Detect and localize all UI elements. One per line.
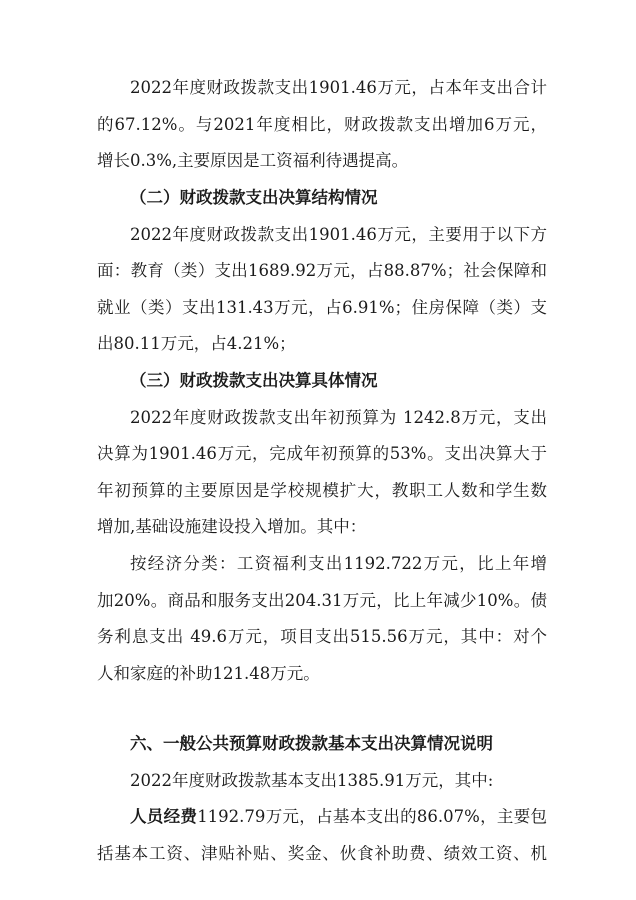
paragraph-4-line-3: 务利息支出 49.6万元，项目支出515.56万元，其中：对个 — [97, 627, 547, 646]
paragraph-1-line-2: 的67.12%。与2021年度相比，财政拨款支出增加6万元， — [97, 115, 547, 134]
paragraph-4-line-1: 按经济分类：工资福利支出1192.722万元，比上年增 — [130, 554, 547, 573]
section-2-heading: （二）财政拨款支出决算结构情况 — [130, 188, 378, 207]
paragraph-2-line-2: 面：教育（类）支出1689.92万元，占88.87%；社会保障和 — [97, 261, 547, 280]
paragraph-3-line-1: 2022年度财政拨款支出年初预算为 1242.8万元，支出 — [130, 408, 547, 427]
personnel-expense-text: 1192.79万元，占基本支出的86.07%，主要包 — [197, 807, 547, 826]
paragraph-3-line-2: 决算为1901.46万元，完成年初预算的53%。支出决算大于 — [97, 444, 547, 463]
personnel-expense-label: 人员经费 — [130, 807, 198, 826]
paragraph-5-line-3: 括基本工资、津贴补贴、奖金、伙食补助费、绩效工资、机 — [97, 844, 547, 863]
paragraph-2-line-1: 2022年度财政拨款支出1901.46万元，主要用于以下方 — [130, 225, 547, 244]
paragraph-5-line-1: 2022年度财政拨款基本支出1385.91万元，其中: — [130, 771, 494, 790]
paragraph-3-line-4: 增加,基础设施建设投入增加。其中： — [97, 517, 367, 536]
paragraph-2-line-3: 就业（类）支出131.43万元，占6.91%；住房保障（类）支 — [97, 298, 547, 317]
paragraph-4-line-2: 加20%。商品和服务支出204.31万元，比上年减少10%。债 — [97, 591, 547, 610]
paragraph-5-line-2 — [130, 799, 547, 835]
paragraph-3-line-3: 年初预算的主要原因是学校规模扩大，教职工人数和学生数 — [97, 481, 547, 500]
paragraph-2-line-4: 出80.11万元，占4.21%； — [97, 334, 296, 353]
paragraph-4-line-4: 人和家庭的补助121.48万元。 — [97, 664, 320, 683]
paragraph-1-line-1: 2022年度财政拨款支出1901.46万元，占本年支出合计 — [130, 78, 547, 97]
paragraph-1-line-3: 增长0.3%,主要原因是工资福利待遇提高。 — [97, 151, 409, 170]
section-3-heading: （三）财政拨款支出决算具体情况 — [130, 371, 378, 390]
section-6-heading: 六、一般公共预算财政拨款基本支出决算情况说明 — [130, 734, 493, 753]
